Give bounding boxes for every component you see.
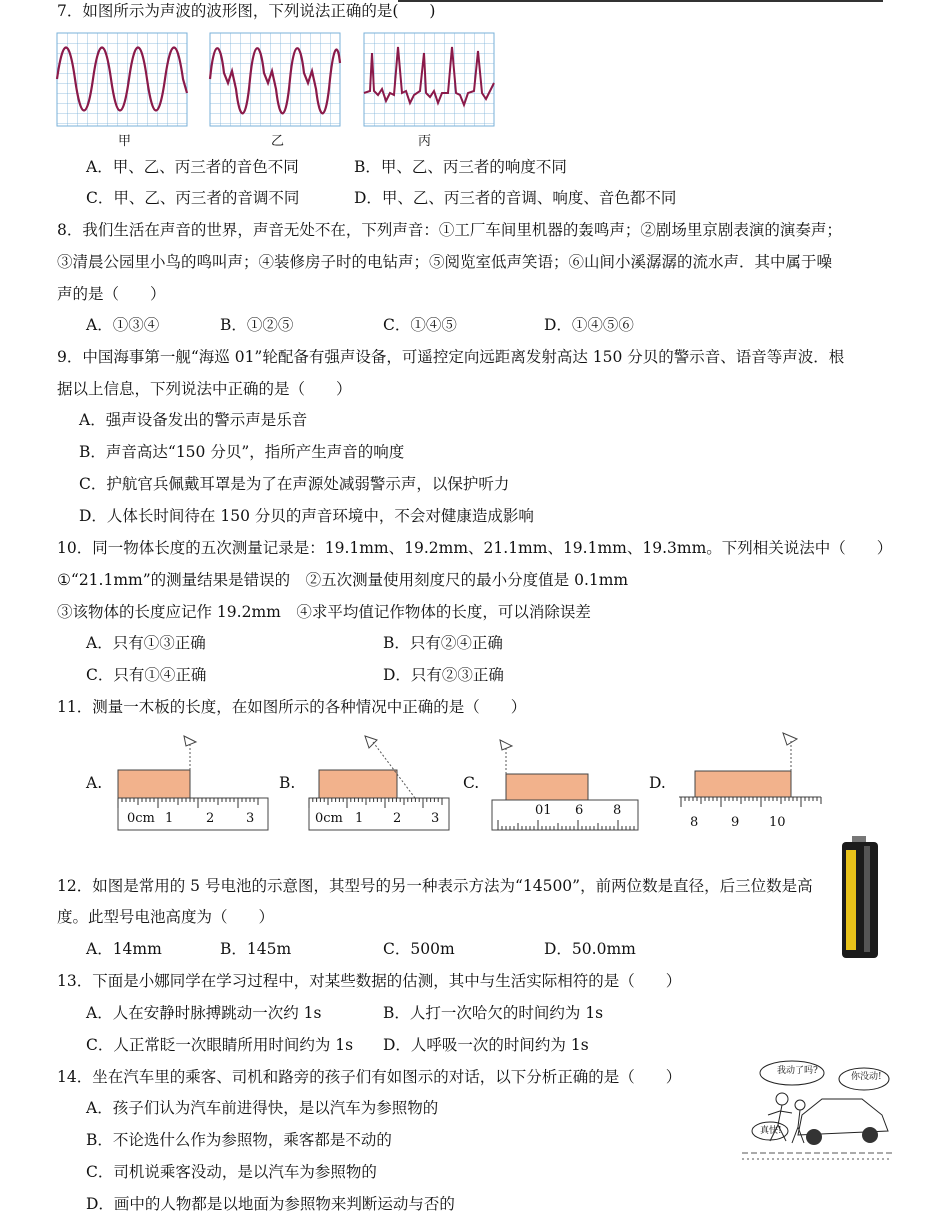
q13-stem: 13．下面是小娜同学在学习过程中，对某些数据的估测，其中与生活实际相符的是（ ） <box>57 972 682 990</box>
ruler-a-2: 2 <box>206 811 215 826</box>
q14-option-c: C．司机说乘客没动，是以汽车为参照物的 <box>86 1163 377 1181</box>
q8-line-2: ③清晨公园里小鸟的鸣叫声；④装修房子时的电钻声；⑤阅览室低声笑语；⑥山间小溪潺潺的流水声．其中属于噪 <box>57 253 833 271</box>
bubble-1: 我动了吗? <box>777 1066 818 1076</box>
fig-label-d: D. <box>649 774 666 792</box>
bubble-3: 真快! <box>760 1126 782 1136</box>
q11-stem: 11．测量一木板的长度，在如图所示的各种情况中正确的是（ ） <box>57 698 527 716</box>
ruler-b-1: 1 <box>355 811 364 826</box>
q12-option-d: D．50.0mm <box>544 940 636 958</box>
q14-option-b: B．不论选什么作为参照物，乘客都是不动的 <box>86 1131 392 1149</box>
q7-option-b: B．甲、乙、丙三者的响度不同 <box>354 158 567 176</box>
label-jia: 甲 <box>118 134 132 149</box>
label-bing: 丙 <box>418 134 432 149</box>
ruler-b-3: 3 <box>431 811 440 826</box>
q14-option-a: A．孩子们认为汽车前进得快，是以汽车为参照物的 <box>86 1099 439 1117</box>
ruler-c-1: 6 <box>575 803 584 818</box>
q14-option-d: D．画中的人物都是以地面为参照物来判断运动与否的 <box>86 1195 455 1213</box>
q10-option-a: A．只有①③正确 <box>86 634 206 652</box>
q13-option-c: C．人正常眨一次眼睛所用时间约为 1s <box>86 1036 354 1054</box>
ruler-a-0: 0cm <box>127 811 155 826</box>
label-yi: 乙 <box>271 134 285 149</box>
q9-option-a: A．强声设备发出的警示声是乐音 <box>79 411 308 429</box>
waveform-bing <box>364 33 494 126</box>
q13-option-a: A．人在安静时脉搏跳动一次约 1s <box>86 1004 322 1022</box>
q12-line-2: 度。此型号电池高度为（ ） <box>57 908 275 926</box>
q8-option-c: C．①④⑤ <box>383 316 457 334</box>
q13-option-d: D．人呼吸一次的时间约为 1s <box>383 1036 589 1054</box>
q13-option-b: B．人打一次哈欠的时间约为 1s <box>383 1004 604 1022</box>
ruler-a-3: 3 <box>246 811 255 826</box>
ruler-d-1: 9 <box>731 815 740 830</box>
waveform-jia <box>57 33 187 126</box>
ruler-c-2: 8 <box>613 803 622 818</box>
bubble-2: 你没动! <box>851 1072 882 1082</box>
q8-option-d: D．①④⑤⑥ <box>544 316 634 334</box>
q14-stem: 14．坐在汽车里的乘客、司机和路旁的孩子们有如图示的对话，以下分析正确的是（ ） <box>57 1068 682 1086</box>
q12-option-c: C．500m <box>383 940 455 958</box>
q12-line-1: 12．如图是常用的 5 号电池的示意图，其型号的另一种表示方法为“14500”，前两位数是直径，后三位数是高 <box>57 877 813 895</box>
q7-stem: 7．如图所示为声波的波形图，下列说法正确的是( ) <box>57 2 436 20</box>
q8-line-3: 声的是（ ） <box>57 285 166 303</box>
fig-label-c: C. <box>463 774 480 792</box>
q12-option-a: A．14mm <box>86 940 162 958</box>
q10-line-3: ③该物体的长度应记作 19.2mm ④求平均值记作物体的长度，可以消除误差 <box>57 603 591 621</box>
q8-option-a: A．①③④ <box>86 316 160 334</box>
q8-line-1: 8．我们生活在声音的世界，声音无处不在，下列声音：①工厂车间里机器的轰鸣声；②剧场里京剧表演的演奏声； <box>57 221 842 239</box>
q9-option-d: D．人体长时间待在 150 分贝的声音环境中，不会对健康造成影响 <box>79 507 534 525</box>
ruler-a-1: 1 <box>165 811 174 826</box>
q8-option-b: B．①②⑤ <box>220 316 294 334</box>
q9-option-b: B．声音高达“150 分贝”，指所产生声音的响度 <box>79 443 405 461</box>
ruler-b-0: 0cm <box>315 811 343 826</box>
q10-line-1: 10．同一物体长度的五次测量记录是：19.1mm、19.2mm、21.1mm、19.1mm、19.3mm。下列相关说法中（ ） <box>57 539 893 557</box>
fig-label-b: B. <box>279 774 296 792</box>
q7-option-d: D．甲、乙、丙三者的音调、响度、音色都不同 <box>354 189 677 207</box>
q10-option-b: B．只有②④正确 <box>383 634 503 652</box>
q9-option-c: C．护航官兵佩戴耳罩是为了在声源处减弱警示声，以保护听力 <box>79 475 510 493</box>
battery-image <box>838 836 883 961</box>
ruler-b-2: 2 <box>393 811 402 826</box>
ruler-c-0: 01 <box>535 803 552 818</box>
ruler-figure-c <box>488 730 643 840</box>
top-rule <box>398 0 883 2</box>
ruler-d-2: 10 <box>769 815 786 830</box>
q12-option-b: B．145m <box>220 940 292 958</box>
q10-option-c: C．只有①④正确 <box>86 666 207 684</box>
q10-option-d: D．只有②③正确 <box>383 666 504 684</box>
q9-line-1: 9．中国海事第一舰“海巡 01”轮配备有强声设备，可遥控定向远距离发射高达 150 分贝的警示音、语音等声波．根 <box>57 348 845 366</box>
q10-line-2: ①“21.1mm”的测量结果是错误的 ②五次测量使用刻度尺的最小分度值是 0.1mm <box>57 571 629 589</box>
q9-line-2: 据以上信息，下列说法中正确的是（ ） <box>57 380 352 398</box>
ruler-d-0: 8 <box>690 815 699 830</box>
fig-label-a: A. <box>86 774 103 792</box>
waveform-yi <box>210 33 340 126</box>
q7-option-c: C．甲、乙、丙三者的音调不同 <box>86 189 300 207</box>
q7-option-a: A．甲、乙、丙三者的音色不同 <box>86 158 299 176</box>
